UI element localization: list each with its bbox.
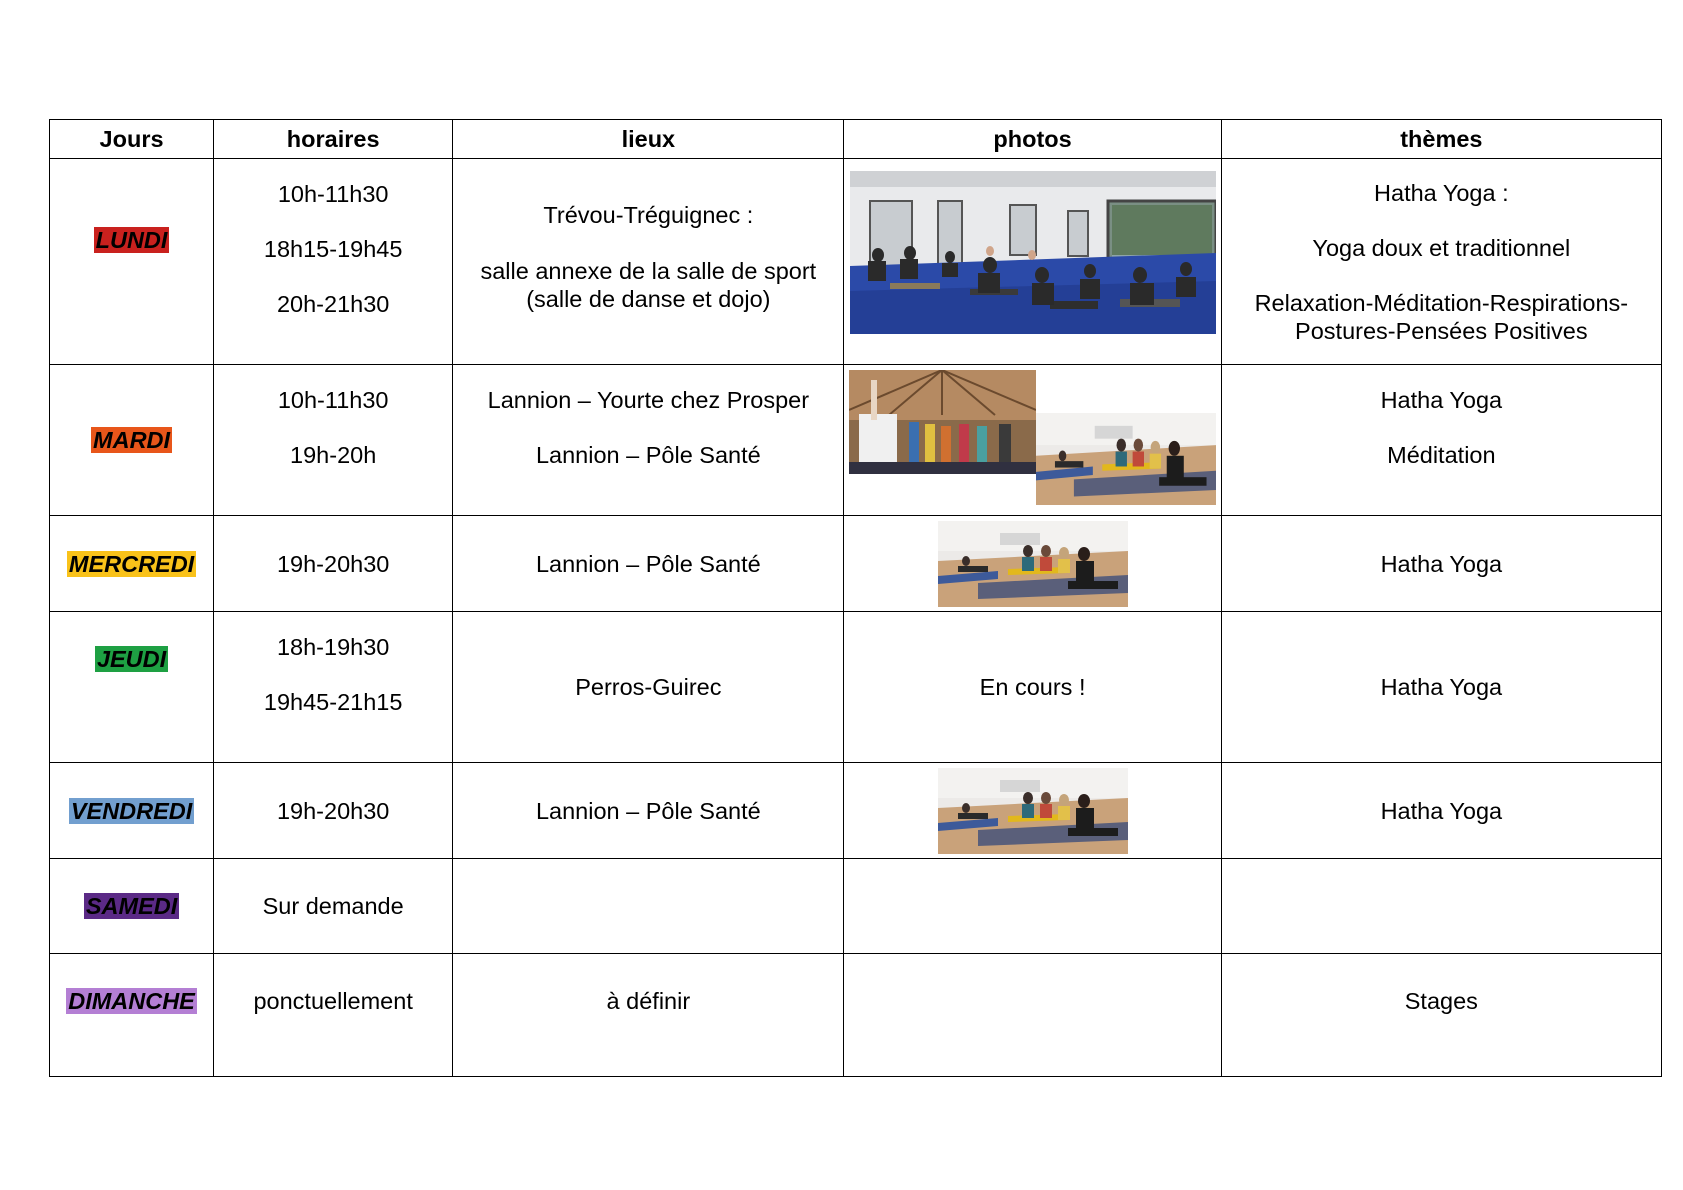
day-label: MARDI [93,427,171,453]
day-label: JEUDI [96,646,167,672]
day-cell [50,516,214,612]
themes-cell: Hatha Yoga [1221,516,1661,612]
row-mercredi [50,516,1662,612]
day-cell [50,365,214,516]
hours-cell: 19h-20h30 [214,763,453,859]
header-days: Jours [50,120,214,159]
studio-class-photo [938,521,1128,607]
place-line: Lannion – Pôle Santé [535,441,761,468]
place-cell: Lannion – Pôle Santé [453,516,844,612]
schedule-table [49,119,1662,1077]
row-jeudi [50,612,1662,763]
yoga-room-photo [850,171,1216,334]
hours-cell [214,159,453,365]
photo-cell [844,159,1221,365]
place-cell [453,954,844,1077]
hours-line: 10h-11h30 [277,180,389,207]
row-dimanche [50,954,1662,1077]
themes-cell: Hatha Yoga [1221,612,1661,763]
day-cell [50,159,214,365]
photo-cell [844,763,1221,859]
hours-line: 10h-11h30 [277,386,389,413]
photo-pair [849,370,1216,510]
hours-line: 20h-21h30 [276,290,390,317]
photo-cell [844,516,1221,612]
place-line: à définir [606,988,691,1014]
themes-line: Relaxation-Méditation-Respirations- [1254,289,1629,316]
themes-cell [1221,859,1661,954]
day-cell [50,954,214,1077]
hours-cell [214,612,453,763]
header-themes: thèmes [1221,120,1661,159]
themes-cell [1221,954,1661,1077]
day-cell [50,763,214,859]
day-cell [50,612,214,763]
hours-line: 18h-19h30 [276,633,390,660]
row-lundi [50,159,1662,365]
themes-title: Hatha Yoga : [1374,179,1509,206]
place-line: salle annexe de la salle de sport [480,257,817,284]
hours-line: 18h15-19h45 [263,235,403,262]
day-label: MERCREDI [68,550,195,577]
photo-cell [844,954,1221,1077]
themes-cell [1221,159,1661,365]
photo-cell [844,365,1221,516]
themes-line: Postures-Pensées Positives [1295,317,1588,344]
themes-cell: Hatha Yoga [1221,763,1661,859]
row-vendredi [50,763,1662,859]
themes-line: Stages [1404,988,1478,1014]
hours-line: ponctuellement [253,988,413,1014]
day-label: LUNDI [95,226,168,253]
header-hours: horaires [214,120,453,159]
header-places: lieux [453,120,844,159]
themes-sub: Yoga doux et traditionnel [1312,234,1571,261]
studio-class-photo [938,768,1128,854]
place-title: Trévou-Tréguignec : [543,201,754,228]
place-cell: Lannion – Pôle Santé [453,763,844,859]
row-mardi [50,365,1662,516]
themes-line: Méditation [1387,441,1496,468]
row-samedi [50,859,1662,954]
photo-cell [844,859,1221,954]
hours-cell: Sur demande [214,859,453,954]
studio-class-photo [1036,413,1216,505]
place-cell [453,159,844,365]
day-label: DIMANCHE [68,988,195,1014]
themes-line: Hatha Yoga [1380,386,1503,413]
themes-cell [1221,365,1661,516]
day-cell [50,859,214,954]
hours-cell [214,365,453,516]
day-label: VENDREDI [70,797,193,824]
place-cell [453,859,844,954]
day-label: SAMEDI [85,893,178,919]
hours-cell [214,954,453,1077]
hours-cell: 19h-20h30 [214,516,453,612]
place-line: Lannion – Yourte chez Prosper [487,386,810,413]
hours-line: 19h-20h [290,441,377,468]
place-cell: Perros-Guirec [453,612,844,763]
header-photos: photos [844,120,1221,159]
photo-cell: En cours ! [844,612,1221,763]
place-line: (salle de danse et dojo) [526,285,771,312]
hours-line: 19h45-21h15 [263,688,403,715]
header-row [50,120,1662,159]
yurt-class-photo [849,370,1036,474]
place-cell [453,365,844,516]
